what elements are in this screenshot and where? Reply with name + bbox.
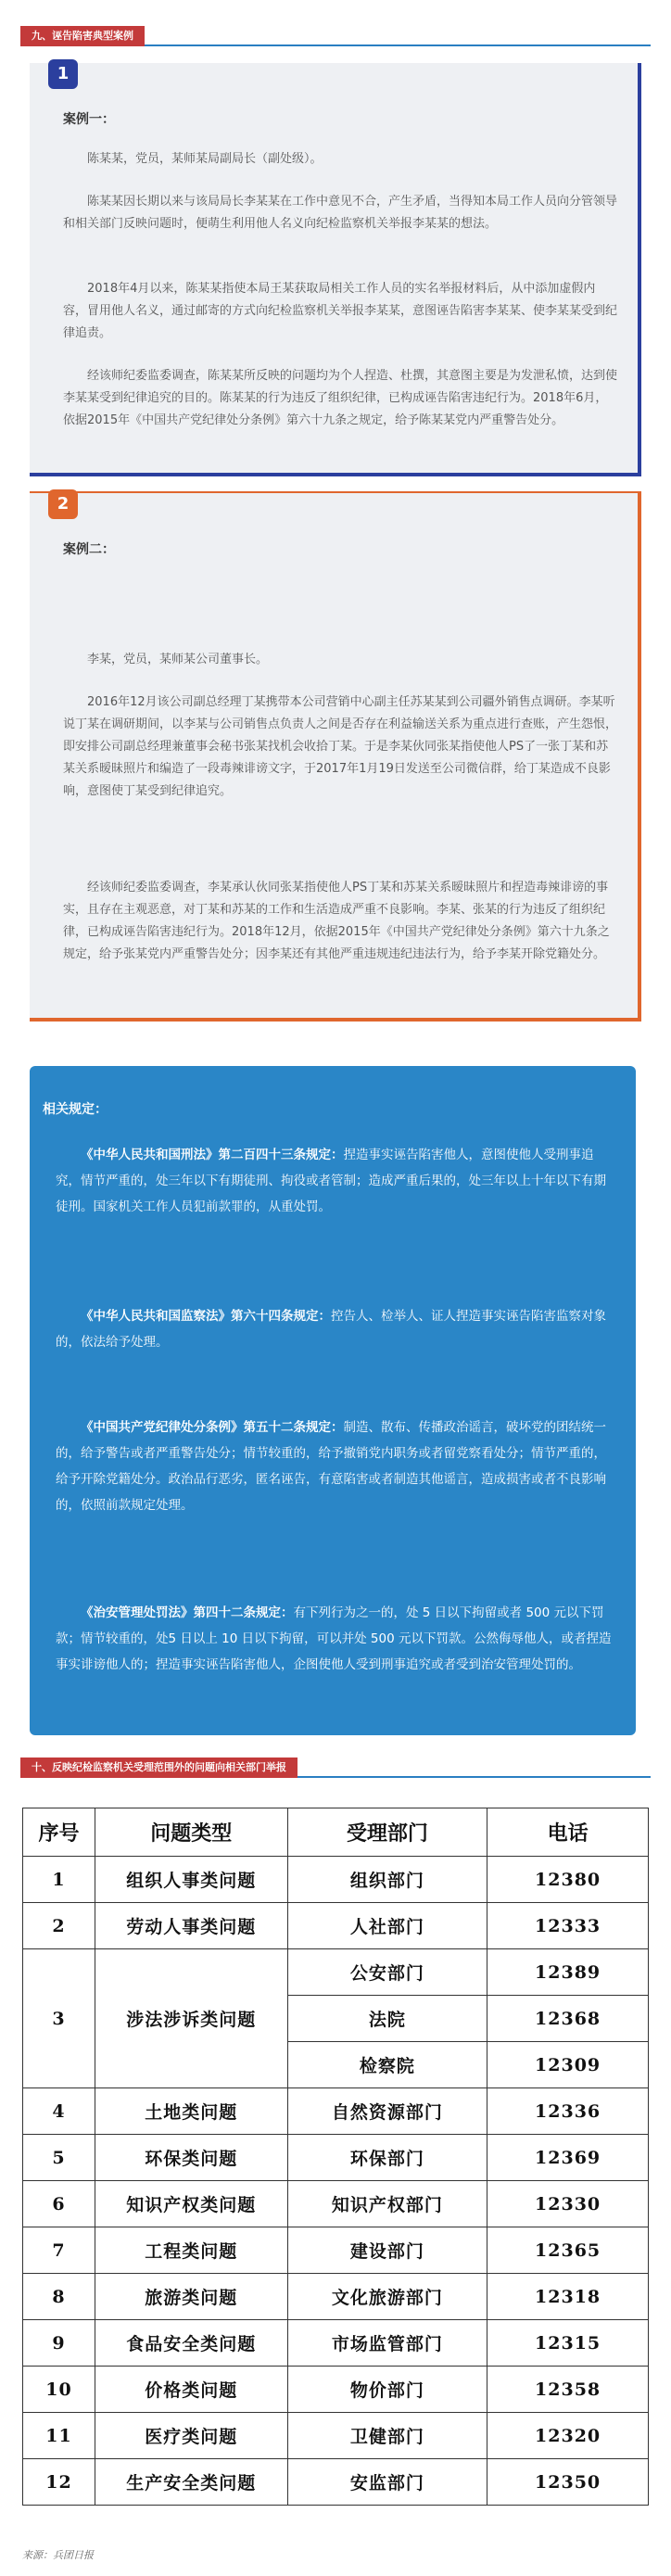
- row-number: 6: [23, 2181, 95, 2227]
- row-number: 10: [23, 2367, 95, 2413]
- section-9-title: 九、诬告陷害典型案例: [20, 26, 145, 46]
- source-note: 来源：兵团日报: [22, 2549, 94, 2561]
- row-number: 4: [23, 2088, 95, 2135]
- row-number: 3: [23, 1949, 95, 2088]
- related-rules-box: [30, 1066, 636, 1735]
- row-number: 11: [23, 2413, 95, 2459]
- case-1-paragraph: 陈某某，党员，某师某局副局长（副处级）。: [87, 152, 323, 166]
- hotline-number: 12315: [487, 2320, 649, 2367]
- case-2-paragraph: 李某，党员，某师某公司董事长。: [87, 653, 269, 666]
- department: 自然资源部门: [287, 2088, 487, 2135]
- problem-type: 食品安全类问题: [95, 2320, 287, 2367]
- rule-item-body: 控告人、检举人、证人捏造事实诬告陷害监察对象的，依法给予处理。: [56, 1309, 606, 1350]
- rule-item-body: 制造、散布、传播政治谣言，破坏党的团结统一的，给予警告或者严重警告处分；情节较重的，给予撤销党内职务或者留党察看处分；情节严重的，给予开除党籍处分。政治品行恶劣，匿名诬告，有意陷害或者制造其他谣言，造成损害或者不良影响的，依照前款规定处理。: [56, 1420, 606, 1513]
- case-2-badge: 2: [48, 489, 78, 519]
- department: 卫健部门: [287, 2413, 487, 2459]
- case-1-paragraph: 经该师纪委监委调查，陈某某所反映的问题均为个人捏造、杜撰，其意图主要是为发泄私愤，达到使李某某受到纪律追究的目的。陈某某的行为违反了组织纪律，已构成诬告陷害违纪行为。2018年6月，依据2015年《中国共产党纪律处分条例》第六十九条之规定，给予陈某某党内严重警告处分。: [63, 369, 618, 427]
- problem-type: 涉法涉诉类问题: [95, 1949, 287, 2088]
- problem-type: 价格类问题: [95, 2367, 287, 2413]
- case-1-badge: 1: [48, 59, 78, 89]
- table-row: [23, 2367, 649, 2413]
- section-9-header: [20, 26, 651, 46]
- rule-item: [56, 1600, 612, 1678]
- rule-item: [56, 1415, 612, 1518]
- table-row: [23, 2459, 649, 2506]
- problem-type: 旅游类问题: [95, 2274, 287, 2320]
- table-row: [23, 2320, 649, 2367]
- row-number: 12: [23, 2459, 95, 2506]
- row-number: 7: [23, 2227, 95, 2274]
- case-1-paragraph: 陈某某因长期以来与该局局长李某某在工作中意见不合，产生矛盾，当得知本局工作人员向分管领导和相关部门反映问题时，便萌生利用他人名义向纪检监察机关举报李某某的想法。: [63, 195, 618, 231]
- problem-type: 土地类问题: [95, 2088, 287, 2135]
- department: 法院: [287, 1996, 487, 2042]
- case-2-paragraph: 经该师纪委监委调查，李某承认伙同张某指使他人PS丁某和苏某关系暧昧照片和捏造毒辣诽谤的事实，且存在主观恶意，对丁某和苏某的工作和生活造成严重不良影响。李某、张某的行为违反了组织纪律，已构成诬告陷害违纪行为。2018年12月，依据2015年《中国共产党纪律处分条例》第六十九条之规定，给予张某党内严重警告处分；因李某还有其他严重违规违纪违法行为，给予李某开除党籍处分。: [63, 881, 610, 961]
- department: 检察院: [287, 2042, 487, 2088]
- hotline-number: 12380: [487, 1857, 649, 1903]
- problem-type: 生产安全类问题: [95, 2459, 287, 2506]
- col-header-no: 序号: [23, 1808, 95, 1857]
- table-row: [23, 2413, 649, 2459]
- rule-item: [56, 1303, 612, 1355]
- case-1-title: 案例一：: [63, 112, 115, 127]
- hotline-number: 12333: [487, 1903, 649, 1949]
- problem-type: 组织人事类问题: [95, 1857, 287, 1903]
- rule-item-head: 《中华人民共和国监察法》第六十四条规定：: [81, 1309, 331, 1324]
- table-row: [23, 2181, 649, 2227]
- col-header-tel: 电话: [487, 1808, 649, 1857]
- hotline-number: 12330: [487, 2181, 649, 2227]
- hotline-table-body: [23, 1857, 649, 2506]
- row-number: 1: [23, 1857, 95, 1903]
- table-row: [23, 2088, 649, 2135]
- hotline-number: 12389: [487, 1949, 649, 1996]
- table-row: [23, 1949, 649, 1996]
- case-1-paragraph: 2018年4月以来，陈某某指使本局王某获取局相关工作人员的实名举报材料后，从中添加虚假内容，冒用他人名义，通过邮寄的方式向纪检监察机关举报李某某，意图诬告陷害李某某、使李某某受到纪律追责。: [63, 282, 618, 340]
- hotline-number: 12350: [487, 2459, 649, 2506]
- hotline-number: 12369: [487, 2135, 649, 2181]
- department: 公安部门: [287, 1949, 487, 1996]
- hotline-number: 12309: [487, 2042, 649, 2088]
- row-number: 9: [23, 2320, 95, 2367]
- table-header-row: [23, 1808, 649, 1857]
- table-row: [23, 1903, 649, 1949]
- rule-item-head: 《治安管理处罚法》第四十二条规定：: [81, 1605, 294, 1620]
- related-rules-title: 相关规定：: [43, 1102, 108, 1117]
- department: 安监部门: [287, 2459, 487, 2506]
- department: 文化旅游部门: [287, 2274, 487, 2320]
- rule-item-body: 有下列行为之一的，处 5 日以下拘留或者 500 元以下罚款；情节较重的，处5 日以上 10 日以下拘留，可以并处 500 元以下罚款。公然侮辱他人，或者捏造事实诽谤他人的；捏造事实诬告陷害他人，企图使他人受到刑事追究或者受到治安管理处罚的。: [56, 1605, 612, 1672]
- department: 组织部门: [287, 1857, 487, 1903]
- row-number: 5: [23, 2135, 95, 2181]
- table-row: [23, 2135, 649, 2181]
- hotline-number: 12318: [487, 2274, 649, 2320]
- row-number: 2: [23, 1903, 95, 1949]
- col-header-type: 问题类型: [95, 1808, 287, 1857]
- problem-type: 知识产权类问题: [95, 2181, 287, 2227]
- rule-item-head: 《中国共产党纪律处分条例》第五十二条规定：: [81, 1420, 344, 1435]
- rule-item-head: 《中华人民共和国刑法》第二百四十三条规定：: [81, 1148, 344, 1162]
- problem-type: 医疗类问题: [95, 2413, 287, 2459]
- case-1-card: [30, 63, 641, 476]
- problem-type: 工程类问题: [95, 2227, 287, 2274]
- hotline-number: 12320: [487, 2413, 649, 2459]
- hotline-table: [22, 1808, 649, 2506]
- row-number: 8: [23, 2274, 95, 2320]
- col-header-dept: 受理部门: [287, 1808, 487, 1857]
- rule-item: [56, 1142, 612, 1220]
- case-2-paragraph: 2016年12月该公司副总经理丁某携带本公司营销中心副主任苏某某到公司疆外销售点调研。李某听说丁某在调研期间，以李某与公司销售点负责人之间是否存在利益输送关系为重点进行查账，产生怨恨，即安排公司副总经理兼董事会秘书张某找机会收拾丁某。于是李某伙同张某指使他人PS了一张丁某和苏某关系暧昧照片和编造了一段毒辣诽谤文字，于2017年1月19日发送至公司微信群，给丁某造成不良影响，意图使丁某受到纪律追究。: [63, 695, 618, 798]
- case-2-title: 案例二：: [63, 542, 115, 557]
- hotline-number: 12365: [487, 2227, 649, 2274]
- department: 建设部门: [287, 2227, 487, 2274]
- section-10-header: [20, 1758, 651, 1778]
- department: 环保部门: [287, 2135, 487, 2181]
- table-row: [23, 2274, 649, 2320]
- department: 知识产权部门: [287, 2181, 487, 2227]
- table-row: [23, 1857, 649, 1903]
- rule-item-body: 捏造事实诬告陷害他人，意图使他人受刑事追究，情节严重的，处三年以下有期徒刑、拘役或者管制；造成严重后果的，处三年以上十年以下有期徒刑。国家机关工作人员犯前款罪的，从重处罚。: [56, 1148, 606, 1214]
- department: 人社部门: [287, 1903, 487, 1949]
- department: 物价部门: [287, 2367, 487, 2413]
- department: 市场监管部门: [287, 2320, 487, 2367]
- case-2-card: [30, 491, 641, 1022]
- table-row: [23, 2227, 649, 2274]
- hotline-number: 12336: [487, 2088, 649, 2135]
- hotline-number: 12358: [487, 2367, 649, 2413]
- problem-type: 劳动人事类问题: [95, 1903, 287, 1949]
- problem-type: 环保类问题: [95, 2135, 287, 2181]
- hotline-number: 12368: [487, 1996, 649, 2042]
- section-10-title: 十、反映纪检监察机关受理范围外的问题向相关部门举报: [20, 1758, 298, 1778]
